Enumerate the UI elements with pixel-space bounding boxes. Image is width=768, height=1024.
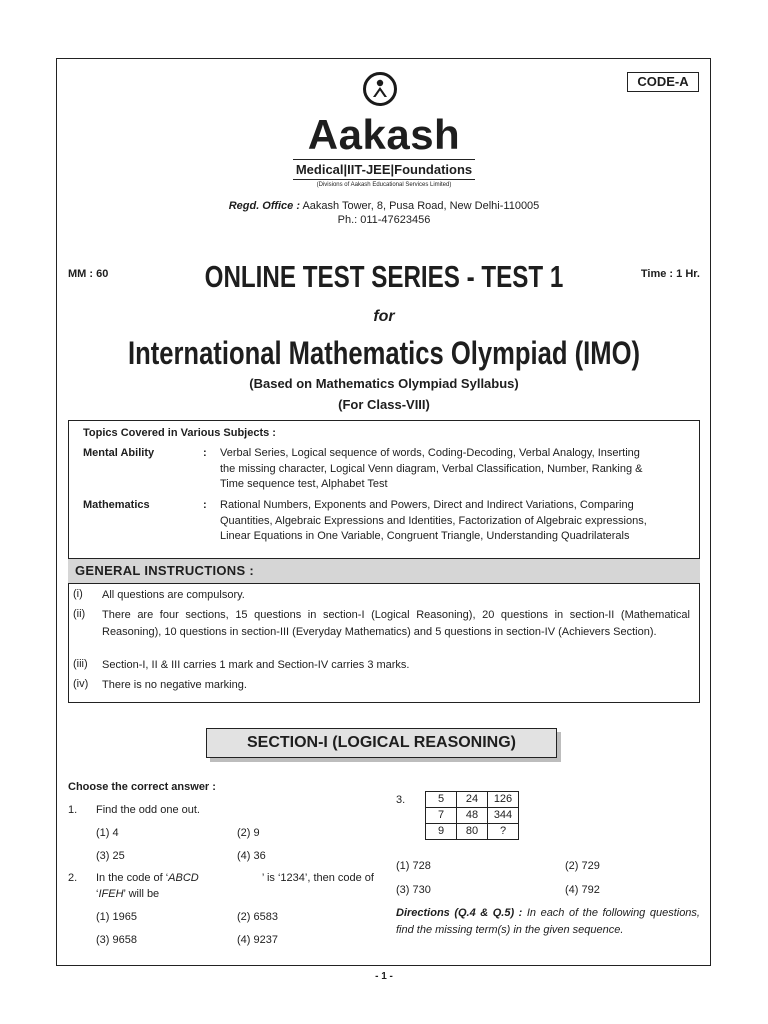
for-label: for [373,308,395,325]
table-cell: 48 [457,808,488,824]
topic-line: Quantities, Algebraic Expressions and Identities, Factorization of Algebraic expressions, [220,514,647,527]
choose-instruction: Choose the correct answer : [68,781,216,793]
question-line [96,886,374,902]
time-limit: Time : 1 Hr. [640,268,700,280]
directions-label: Directions (Q.4 & Q.5) : [396,907,523,919]
topic-list-mental-ability [220,446,643,493]
subject-mathematics: Mathematics [83,499,150,511]
answer-option: (3) 25 [96,850,125,862]
subject-colon: : [203,447,207,459]
instruction-text: There are four sections, 15 questions in section-I (Logical Reasoning), 20 questions in section-II (Mathematical Reasoning), 10 questions in section-III (Everyday Mathematics) and 5 questions in section-IV (Achievers Section). [102,609,690,638]
topic-line: Time sequence test, Alphabet Test [220,478,388,490]
code-word: IFEH [98,888,124,900]
brand-tagline: Medical|IIT-JEE|Foundations [295,162,473,177]
answer-option: (1) 1965 [96,911,137,923]
answer-option: (3) 9658 [96,934,137,946]
question-text: Find the odd one out. [96,804,200,816]
syllabus-note: (Based on Mathematics Olympiad Syllabus) [249,376,519,391]
question-text [96,870,374,902]
topics-heading: Topics Covered in Various Subjects : [83,427,276,439]
max-marks: MM : 60 [68,268,109,280]
topic-line: Rational Numbers, Exponents and Powers, Direct and Indirect Variations, Comparing [220,499,634,511]
section-title: SECTION-I (LOGICAL REASONING) [206,728,557,758]
table-cell: 24 [457,792,488,808]
table-cell: 9 [426,824,457,840]
topic-line: Verbal Series, Logical sequence of words, Coding-Decoding, Verbal Analogy, Inserting [220,447,640,459]
instruction-number: (iv) [73,678,89,690]
test-title: ONLINE TEST SERIES - TEST 1 [204,259,564,294]
directions-text [396,905,700,938]
answer-option: (4) 792 [565,884,600,896]
topic-list-mathematics [220,498,647,545]
answer-option: (2) 9 [237,827,260,839]
subject-colon: : [203,499,207,511]
table-cell: 80 [457,824,488,840]
registered-office [100,199,668,213]
table-cell: 126 [488,792,519,808]
answer-option: (2) 729 [565,860,600,872]
instruction-text: All questions are compulsory. [102,589,245,601]
code-label: CODE-A [627,72,699,92]
answer-option: (4) 36 [237,850,266,862]
exam-title: International Mathematics Olympiad (IMO) [127,335,641,371]
directions-body: In each of the following questions, find the missing term(s) in the given sequence. [396,907,700,936]
instructions-heading: GENERAL INSTRUCTIONS : [75,563,254,578]
brand-division: (Divisions of Aakash Educational Services Limited) [316,182,452,188]
table-row [426,808,519,824]
table-cell: ? [488,824,519,840]
instruction-number: (i) [73,588,83,600]
question-word: ’ will be [123,888,160,900]
office-phone: Ph.: 011-47623456 [337,214,431,226]
topic-line: Linear Equations in One Variable, Congruent Triangle, Understanding Quadrilaterals [220,530,630,542]
question-line [96,870,374,886]
question-number: 2. [68,872,78,884]
question-word: ‘ [96,888,99,900]
table-row [426,824,519,840]
answer-option: (3) 730 [396,884,431,896]
instruction-number: (iii) [73,658,88,670]
instruction-number: (ii) [73,608,86,620]
regd-label: Regd. Office : [228,200,300,212]
brand-name: Aakash [307,111,461,158]
answer-option: (4) 9237 [237,934,278,946]
answer-option: (2) 6583 [237,911,278,923]
topic-line: the missing character, Logical Venn diagram, Verbal Classification, Number, Ranking & [220,462,643,475]
answer-option: (1) 4 [96,827,119,839]
question-number: 1. [68,804,78,816]
subject-mental-ability: Mental Ability [83,447,155,459]
divider [293,159,475,160]
code-word: ABCD [168,872,199,884]
regd-address: Aakash Tower, 8, Pusa Road, New Delhi-110005 [302,200,540,212]
divider [293,179,475,180]
instruction-text: There is no negative marking. [102,679,247,691]
answer-option: (1) 728 [396,860,431,872]
question-word: In the code of ‘ [96,872,169,884]
question-number: 3. [396,794,406,806]
table-cell: 5 [426,792,457,808]
aakash-logo-icon [363,72,397,106]
question-word: ’ is ‘1234’, then code of [261,872,374,884]
page-number: - 1 - [375,971,393,982]
table-cell: 7 [426,808,457,824]
class-note: (For Class-VIII) [338,397,430,412]
instruction-text: Section-I, II & III carries 1 mark and Section-IV carries 3 marks. [102,659,410,671]
number-grid [425,791,519,840]
table-row [426,792,519,808]
table-cell: 344 [488,808,519,824]
